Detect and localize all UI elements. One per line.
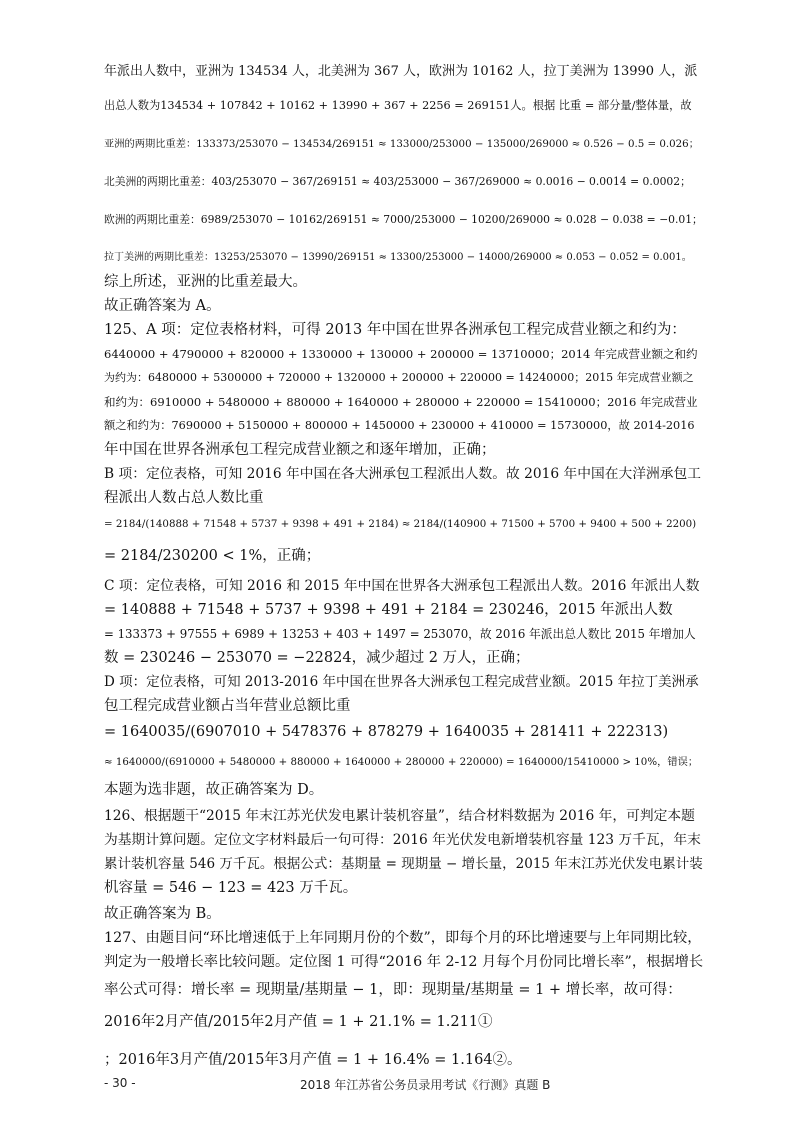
footer-title: 2018 年江苏省公务员录用考试《行测》真题 B xyxy=(300,1078,551,1092)
text-line: 包工程完成营业额占当年营业总额比重 xyxy=(104,698,351,714)
text-line: 机容量 = 546 − 123 = 423 万千瓦。 xyxy=(104,880,358,896)
text-line: = 2184/(140888 + 71548 + 5737 + 9398 + 491 + 2184) ≈ 2184/(140900 + 71500 + 5700 + 9400 + 500 + 2200) xyxy=(104,518,697,530)
text-line: 累计装机容量 546 万千瓦。根据公式：基期量 = 现期量 − 增长量，2015 年末江苏光伏发电累计装 xyxy=(104,856,703,872)
text-line: ；2016年3月产值/2015年3月产值 = 1 + 16.4% = 1.164②。 xyxy=(104,1052,522,1068)
text-line: 年中国在世界各洲承包工程完成营业额之和逐年增加，正确； xyxy=(104,442,496,458)
text-line: 为约为：6480000 + 5300000 + 720000 + 1320000 + 200000 + 220000 = 14240000；2015 年完成营业额之 xyxy=(104,371,694,384)
text-line: 为基期计算问题。定位文字材料最后一句可得：2016 年光伏发电新增装机容量 123 万千瓦，年末 xyxy=(104,832,701,848)
text-line: 程派出人数占总人数比重 xyxy=(104,490,264,506)
text-line: = 2184/230200 < 1%，正确； xyxy=(104,548,321,564)
text-line: = 133373 + 97555 + 6989 + 13253 + 403 + 1497 = 253070，故 2016 年派出总人数比 2015 年增加人 xyxy=(104,627,696,641)
text-line: 率公式可得：增长率 = 现期量/基期量 − 1，即：现期量/基期量 = 1 + 增长率，故可得： xyxy=(104,982,682,998)
text-line: 欧洲的两期比重差：6989/253070 − 10162/269151 ≈ 7000/253000 − 10200/269000 ≈ 0.028 − 0.038 = −0.01； xyxy=(104,213,703,226)
text-line: ≈ 1640000/(6910000 + 5480000 + 880000 + 1640000 + 280000 + 220000) = 1640000/15410000 > 10%，错误； xyxy=(104,756,699,768)
text-line: 2016年2月产值/2015年2月产值 = 1 + 21.1% = 1.211① xyxy=(104,1014,493,1030)
text-line: 年派出人数中，亚洲为 134534 人，北美洲为 367 人，欧洲为 10162 人，拉丁美洲为 13990 人，派 xyxy=(104,64,698,79)
text-line: = 140888 + 71548 + 5737 + 9398 + 491 + 2184 = 230246，2015 年派出人数 xyxy=(104,602,673,618)
text-line: 数 = 230246 − 253070 = −22824，减少超过 2 万人，正确； xyxy=(104,650,530,666)
text-line: 故正确答案为 B。 xyxy=(104,906,221,922)
text-line: B 项：定位表格，可知 2016 年中国在各大洲承包工程派出人数。故 2016 年中国在大洋洲承包工 xyxy=(104,466,701,482)
text-line: D 项：定位表格，可知 2013-2016 年中国在世界各大洲承包工程完成营业额。2015 年拉丁美洲承 xyxy=(104,674,699,690)
text-line: 亚洲的两期比重差：133373/253070 − 134534/269151 ≈ 133000/253000 − 135000/269000 ≈ 0.526 − 0.5 = 0.026； xyxy=(104,138,699,150)
text-line: 综上所述，亚洲的比重差最大。 xyxy=(104,274,307,290)
text-line: 故正确答案为 A。 xyxy=(104,298,221,314)
text-line: 6440000 + 4790000 + 820000 + 1330000 + 130000 + 200000 = 13710000；2014 年完成营业额之和约 xyxy=(104,347,698,361)
text-line: 125、A 项：定位表格材料，可得 2013 年中国在世界各洲承包工程完成营业额之和约为： xyxy=(104,322,686,338)
text-line: 拉丁美洲的两期比重差：13253/253070 − 13990/269151 ≈ 13300/253000 − 14000/269000 ≈ 0.053 − 0.052 = 0.001。 xyxy=(104,252,692,263)
text-line: 本题为选非题，故正确答案为 D。 xyxy=(104,782,324,798)
text-line: 判定为一般增长率比较问题。定位图 1 可得“2016 年 2-12 月每个月份同比增长率”，根据增长 xyxy=(104,954,704,970)
text-line: 额之和约为：7690000 + 5150000 + 800000 + 1450000 + 230000 + 410000 = 15730000，故 2014-2016 xyxy=(104,419,695,432)
page-number: - 30 - xyxy=(104,1076,136,1090)
text-line: = 1640035/(6907010 + 5478376 + 878279 + 1640035 + 281411 + 222313) xyxy=(104,724,669,740)
text-line: 出总人数为134534 + 107842 + 10162 + 13990 + 367 + 2256 = 269151人。根据 比重 = 部分量/整体量，故 xyxy=(104,99,692,112)
text-line: 北美洲的两期比重差：403/253070 − 367/269151 ≈ 403/253000 − 367/269000 ≈ 0.0016 − 0.0014 = 0.0002； xyxy=(104,175,691,188)
text-line: 和约为：6910000 + 5480000 + 880000 + 1640000 + 280000 + 220000 = 15410000；2016 年完成营业 xyxy=(104,395,698,409)
text-line: 126、根据题干“2015 年末江苏光伏发电累计装机容量”，结合材料数据为 2016 年，可判定本题 xyxy=(104,808,695,824)
text-line: C 项：定位表格，可知 2016 和 2015 年中国在世界各大洲承包工程派出人数。2016 年派出人数 xyxy=(104,578,700,594)
text-line: 127、由题目问“环比增速低于上年同期月份的个数”，即每个月的环比增速要与上年同期比较， xyxy=(104,930,702,946)
